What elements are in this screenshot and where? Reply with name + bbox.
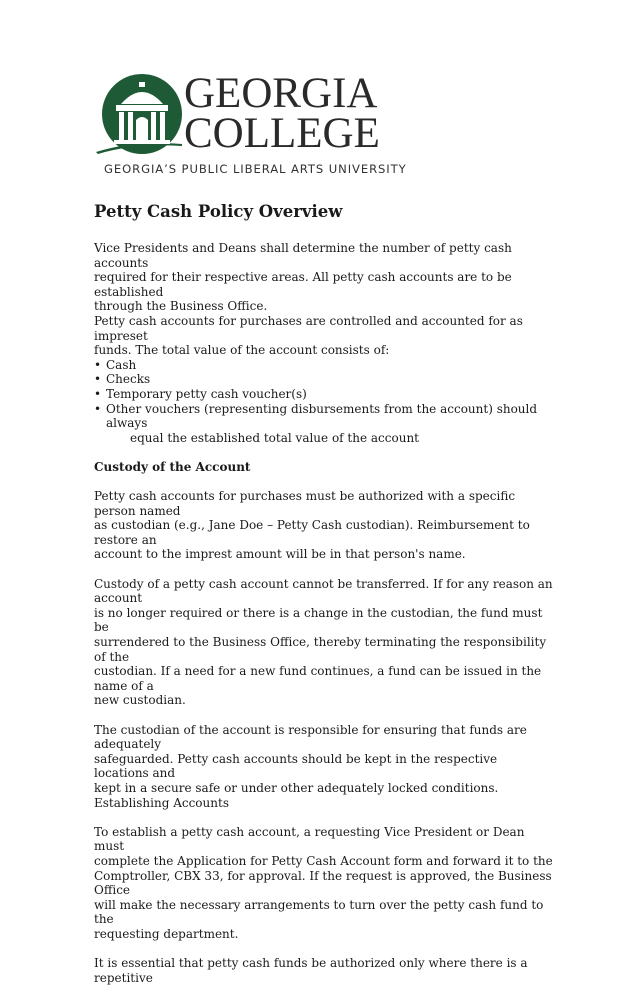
georgia-college-logo <box>94 70 407 178</box>
text-line: will make the necessary arrangements to turn over the petty cash fund to the <box>94 897 544 927</box>
text-line: account to the imprest amount will be in that person's name. <box>94 547 466 562</box>
list-item: • Checks <box>94 372 151 387</box>
bullet-icon: • <box>94 401 102 416</box>
text-line: as custodian (e.g., Jane Doe – Petty Cash custodian). Reimbursement to restore an <box>94 518 530 547</box>
list-item: • Cash <box>94 357 137 372</box>
custody-paragraph-1 <box>94 489 554 562</box>
text-line: complete the Application for Petty Cash Account form and forward it to the <box>94 853 553 868</box>
text-line: It is essential that petty cash funds be authorized only where there is a repetitive <box>94 956 528 985</box>
text-line: safeguarded. Petty cash accounts should be kept in the respective locations and <box>94 751 498 781</box>
text-line: required for their respective areas. All petty cash accounts are to be established <box>94 270 512 299</box>
bullet-continuation: equal the established total value of the account <box>130 430 420 445</box>
text-line: Petty cash accounts for purchases are controlled and accounted for as impreset <box>94 313 523 343</box>
text-line: Custody of a petty cash account cannot be transferred. If for any reason an account <box>94 576 553 606</box>
bullet-icon: • <box>94 357 102 372</box>
logo-wordmark-line2: COLLEGE <box>184 110 380 157</box>
text-line: custodian. If a need for a new fund continues, a fund can be issued in the name of a <box>94 664 542 693</box>
custody-paragraph-3 <box>94 723 554 811</box>
logo-tagline: GEORGIA’S PUBLIC LIBERAL ARTS UNIVERSITY <box>104 162 407 176</box>
logo-wordmark-line1: GEORGIA <box>184 70 378 117</box>
text-line: Comptroller, CBX 33, for approval. If the request is approved, the Business Office <box>94 868 552 898</box>
document-title: Petty Cash Policy Overview <box>94 202 343 221</box>
intro-paragraph <box>94 241 554 358</box>
text-line: Petty cash accounts for purchases must be authorized with a specific person named <box>94 489 516 518</box>
document-body <box>94 200 554 985</box>
text-line: through the Business Office. <box>94 299 268 314</box>
bullet-icon: • <box>94 372 102 387</box>
bullet-icon: • <box>94 386 102 401</box>
establish-paragraph-1 <box>94 825 554 942</box>
section-heading-custody: Custody of the Account <box>94 459 251 474</box>
section-heading-establishing: Establishing Accounts <box>94 795 229 810</box>
custody-paragraph-2 <box>94 577 554 708</box>
text-line: is no longer required or there is a change in the custodian, the fund must be <box>94 605 543 635</box>
text-line: requesting department. <box>94 926 239 941</box>
establish-paragraph-2 <box>94 956 554 985</box>
text-line: To establish a petty cash account, a requesting Vice President or Dean must <box>94 824 525 854</box>
text-line: The custodian of the account is responsible for ensuring that funds are adequately <box>94 722 527 752</box>
text-line: Vice Presidents and Deans shall determine the number of petty cash accounts <box>94 241 512 270</box>
list-item: • Other vouchers (representing disbursements from the account) should always <box>94 401 538 431</box>
account-contents-list <box>94 358 554 431</box>
list-item: • Temporary petty cash voucher(s) <box>94 386 307 401</box>
text-line: new custodian. <box>94 693 186 708</box>
text-line: funds. The total value of the account consists of: <box>94 343 390 358</box>
rotunda-icon <box>94 74 184 156</box>
text-line: kept in a secure safe or under other adequately locked conditions. <box>94 780 499 795</box>
text-line: surrendered to the Business Office, thereby terminating the responsibility of the <box>94 635 547 664</box>
